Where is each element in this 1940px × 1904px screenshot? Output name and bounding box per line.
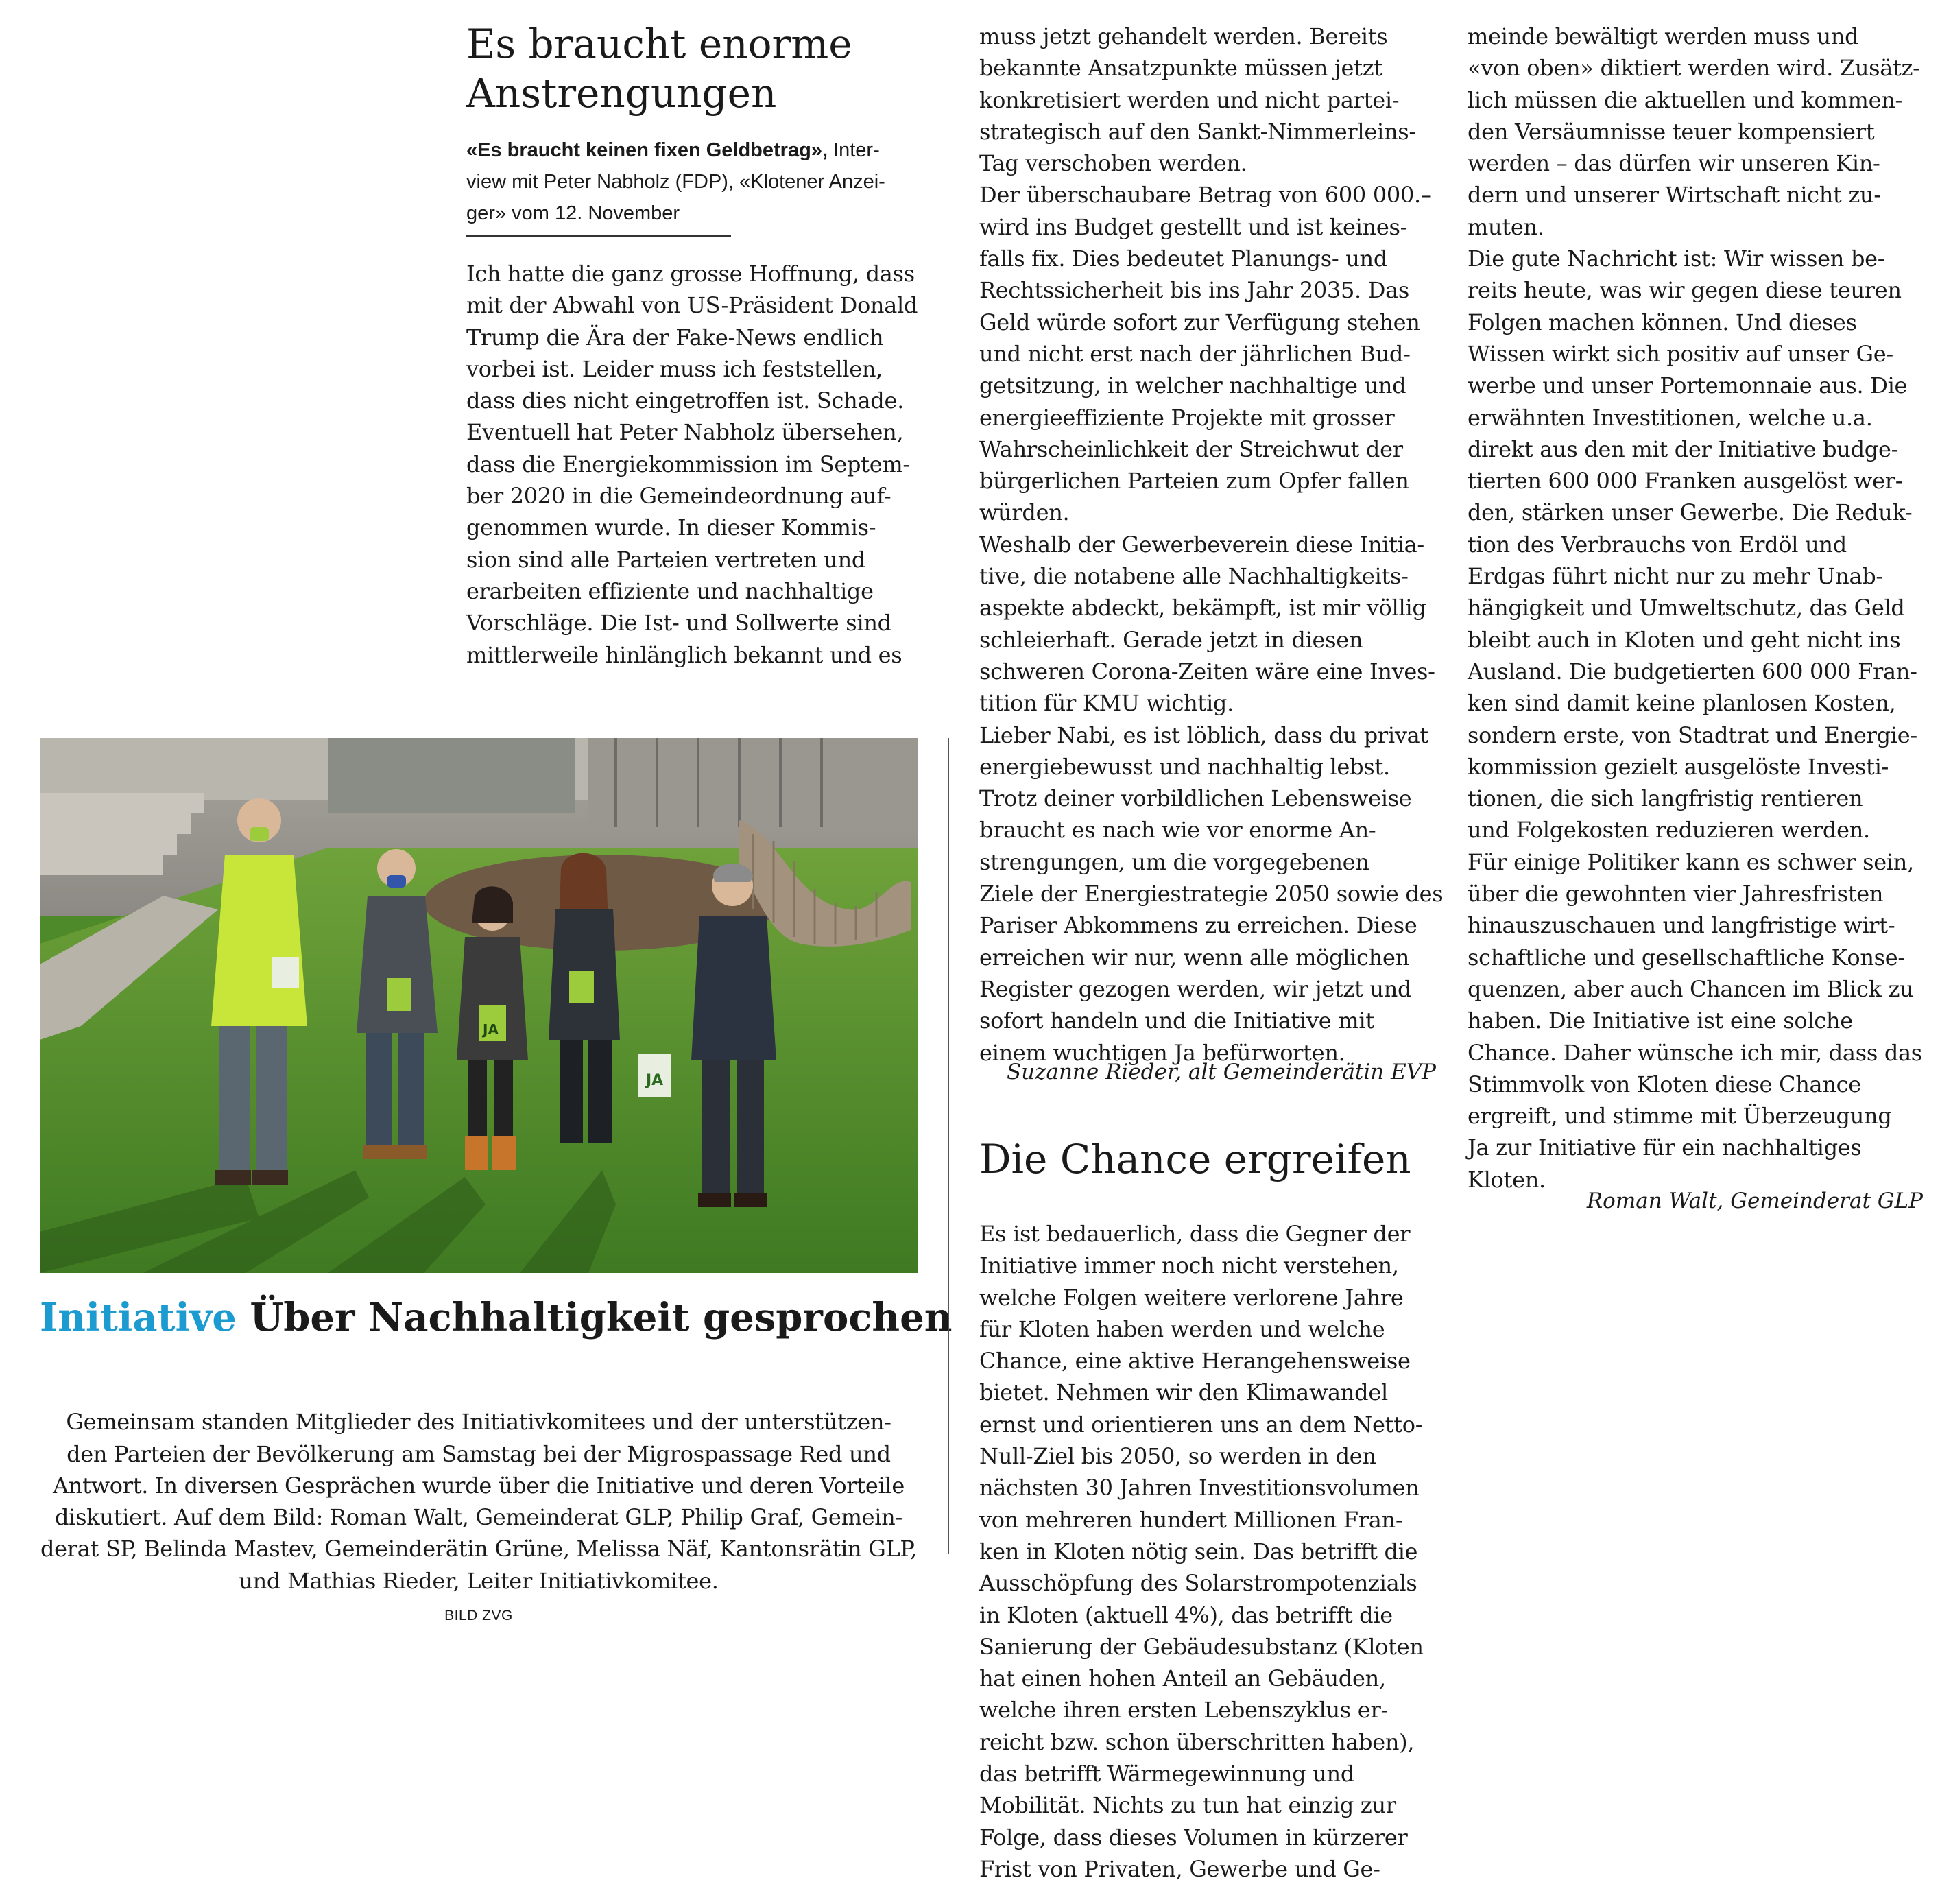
letter2-title: Die Chance ergreifen <box>979 1136 1411 1182</box>
photo-illustration <box>40 738 918 1273</box>
letter1-column2: muss jetzt gehandelt werden. Bereits bekannte Ansatzpunkte müssen jetzt konkretisiert werden und nicht partei- strategisch auf den Sankt-Nimmerleins- Tag verschoben werden. Der überschaubare Betrag von 600 000.– wird ins Budget gestellt und ist keines- falls fix. Dies bedeutet Planungs- und Rechtssicherheit bis ins Jahr 2035. Das Geld würde sofort zur Verfügung stehen und nicht erst nach der jährlichen Bud- getsitzung, in welcher nachhaltige und energieeffiziente Projekte mit grosser Wahrscheinlichkeit der Streichwut der bürgerlichen Parteien zum Opfer fallen würden. Weshalb der Gewerbeverein diese Initia- tive, die notabene alle Nachhaltigkeits- aspekte abdeckt, bekämpft, ist mir völlig schleierhaft. Gerade jetzt in diesen schweren Corona-Zeiten wäre eine Inves- tition für KMU wichtig. Lieber Nabi, es ist löblich, dass du privat energiebewusst und nachhaltig lebst. Trotz deiner vorbildlichen Lebensweise braucht es nach wie vor enorme An- strengungen, um die vorgegebenen Ziele der Energiestrategie 2050 sowie des Pariser Abkommens zu erreichen. Diese erreichen wir nur, wenn alle möglichen Register gezogen werden, wir jetzt und sofort handeln und die Initiative mit einem wuchtigen Ja befürworten. <box>979 23 1444 1066</box>
photo-kicker: Initiative <box>40 1295 237 1340</box>
flyer-label: JA <box>646 1072 664 1089</box>
reference-line2: view mit Peter Nabholz (FDP), «Klotener Anzei- <box>466 171 885 193</box>
flyer-label: JA <box>483 1021 499 1038</box>
photo-caption <box>40 1375 918 1632</box>
letter2-signature: Roman Walt, Gemeinderat GLP <box>1586 1189 1923 1213</box>
letter1-column1: Ich hatte die ganz grosse Hoffnung, dass mit der Abwahl von US-Präsident Donald Trump die Ära der Fake-News endlich vorbei ist. Leider muss ich feststellen, dass dies nicht eingetroffen ist. Schade. Eventuell hat Peter Nabholz übersehen, dass die Energiekommission im Septem- ber 2020 in die Gemeindeordnung auf- genommen wurde. In dieser Kommis- sion sind alle Parteien vertreten und erarbeiten effiziente und nachhaltige Vorschläge. Die Ist- und Sollwerte sind mittlerweile hinlänglich bekannt und es <box>466 261 918 668</box>
reference-bold: «Es braucht keinen fixen Geldbetrag», <box>466 139 828 161</box>
letter1-reference <box>466 134 933 229</box>
reference-rest: Inter- <box>828 139 880 161</box>
column-divider <box>948 738 949 1554</box>
letter2-column3: meinde bewältigt werden muss und «von oben» diktiert werden wird. Zusätz- lich müssen die aktuellen und kommen- den Versäumnisse teuer kompensiert werden – das dürfen wir unseren Kin- dern und unserer Wirtschaft nicht zu- muten. Die gute Nachricht ist: Wir wissen be- reits heute, was wir gegen diese teuren Folgen machen können. Und dieses Wissen wirkt sich positiv auf unser Ge- werbe und unser Portemonnaie aus. Die erwähnten Investitionen, welche u.a. direkt aus den mit der Initiative budge- tierten 600 000 Franken ausgelöst wer- den, stärken unser Gewerbe. Die Reduk- tion des Verbrauchs von Erdöl und Erdgas führt nicht nur zu mehr Unab- hängigkeit und Umweltschutz, das Geld bleibt auch in Kloten und geht nicht ins Ausland. Die budgetierten 600 000 Fran- ken sind damit keine planlosen Kosten, sondern erste, von Stadtrat und Energie- kommission gezielt ausgelöste Investi- tionen, die sich langfristig rentieren und Folgekosten reduzieren werden. Für einige Politiker kann es schwer sein, über die gewohnten vier Jahresfristen hinauszuschauen und langfristige wirt- schaftliche und gesellschaftliche Konse- quenzen, aber auch Chancen im Blick zu haben. Die Initiative ist eine solche Chance. Daher wünsche ich mir, dass das Stimmvolk von Kloten diese Chance ergreift, und stimme mit Überzeugung Ja zur Initiative für ein nachhaltiges Kloten. <box>1468 23 1922 1193</box>
letter1-title-line2: Anstrengungen <box>466 70 777 117</box>
photo-headline-text: Über Nachhaltigkeit gesprochen <box>250 1295 953 1340</box>
photo-headline <box>40 1294 953 1342</box>
photo-credit: BILD ZVG <box>444 1608 513 1624</box>
letter1-title-line1: Es braucht enorme <box>466 21 852 67</box>
letter1-title <box>466 19 933 118</box>
letter2-column2: Es ist bedauerlich, dass die Gegner der Initiative immer noch nicht verstehen, welche Folgen weitere verlorene Jahre für Kloten haben werden und welche Chance, eine aktive Herangehensweise bietet. Nehmen wir den Klimawandel ernst und orientieren uns an dem Netto- Null-Ziel bis 2050, so werden in den nächsten 30 Jahren Investitionsvolumen von mehreren hundert Millionen Fran- ken in Kloten nötig sein. Das betrifft die Ausschöpfung des Solarstrompotenzials in Kloten (aktuell 4%), das betrifft die Sanierung der Gebäudesubstanz (Kloten hat einen hohen Anteil an Gebäuden, welche ihren ersten Lebenszyklus er- reicht bzw. schon überschritten haben), das betrifft Wärmegewinnung und Mobilität. Nichts zu tun hat einzig zur Folge, dass dieses Volumen in kürzerer Frist von Privaten, Gewerbe und Ge- <box>979 1221 1424 1882</box>
photo-caption-text: Gemeinsam standen Mitglieder des Initiativkomitees und der unterstützen- den Parteien der Bevölkerung am Samstag bei der Migrospassage Red und Antwort. In diversen Gesprächen wurde über die Initiative und deren Vorteile diskutiert. Auf dem Bild: Roman Walt, Gemeinderat GLP, Philip Graf, Gemein- derat SP, Belinda Mastev, Gemeinderätin Grüne, Melissa Näf, Kantonsrätin GLP, und Mathias Rieder, Leiter Initiativkomitee. <box>40 1409 918 1594</box>
reference-line3: ger» vom 12. November <box>466 202 680 224</box>
reference-divider <box>466 235 731 237</box>
letter1-signature: Suzanne Rieder, alt Gemeinderätin EVP <box>1006 1060 1436 1084</box>
initiative-photo <box>40 738 918 1273</box>
